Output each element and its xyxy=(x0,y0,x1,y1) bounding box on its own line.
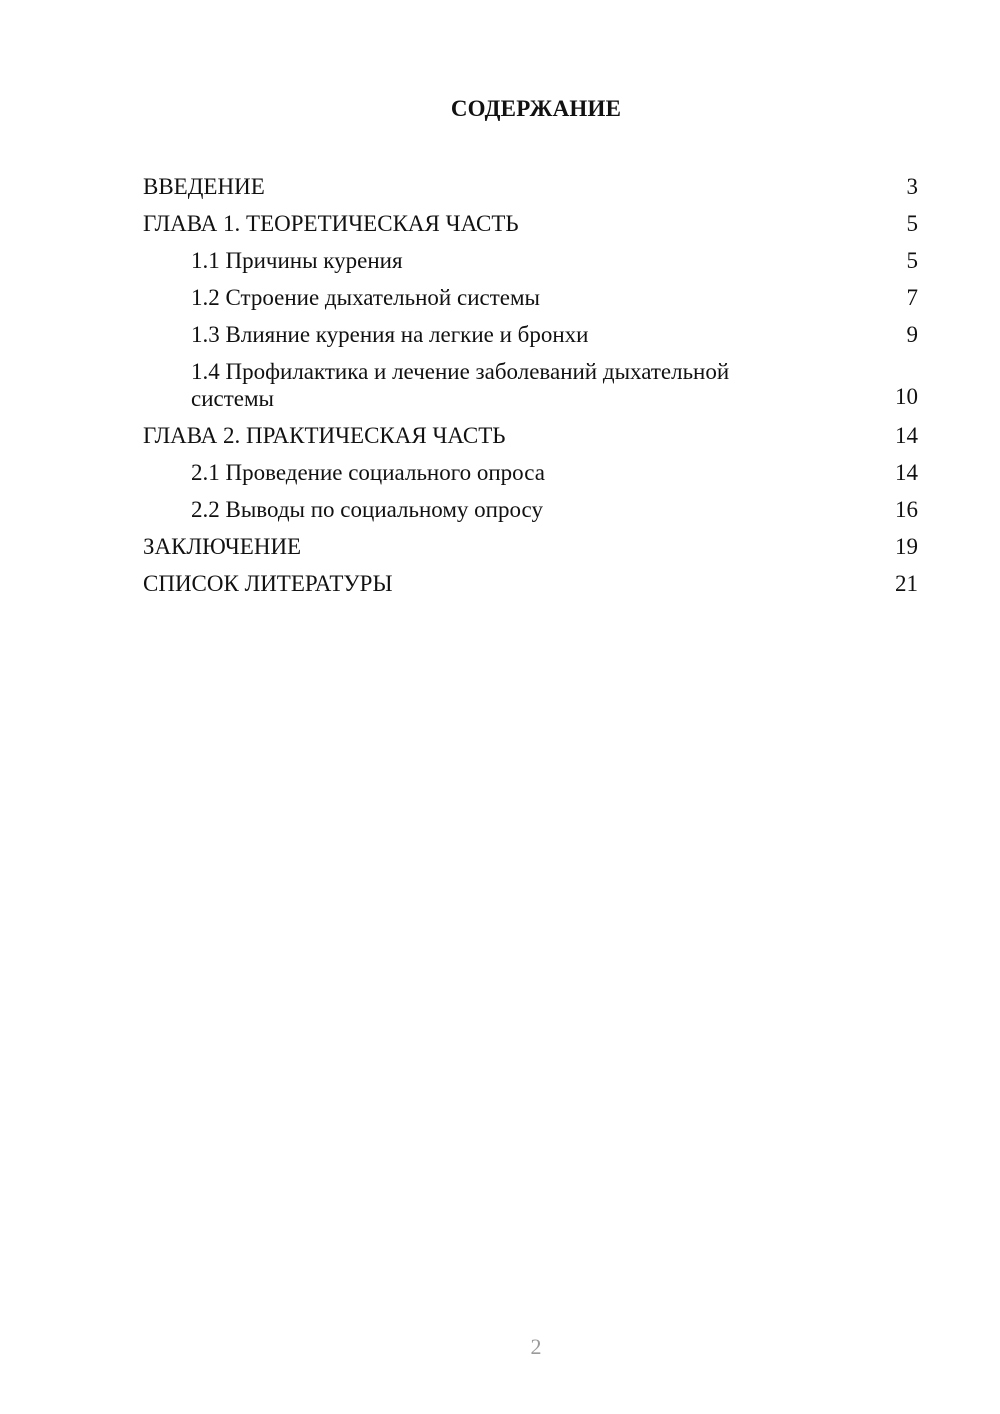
toc-entry-title: 1.2 Строение дыхательной системы xyxy=(191,285,540,310)
toc-entry-chapter-1[interactable] xyxy=(143,205,918,242)
toc-entry-page: 5 xyxy=(906,211,918,236)
toc-entry-title: ГЛАВА 2. ПРАКТИЧЕСКАЯ ЧАСТЬ xyxy=(143,423,506,448)
toc-entry-title: СПИСОК ЛИТЕРАТУРЫ xyxy=(143,571,393,596)
toc-entry-introduction[interactable] xyxy=(143,168,918,205)
toc-entry-page: 3 xyxy=(906,174,918,199)
toc-entry-title: ГЛАВА 1. ТЕОРЕТИЧЕСКАЯ ЧАСТЬ xyxy=(143,211,519,236)
toc-entry-section-1-1[interactable] xyxy=(143,242,918,279)
toc-entry-title: 1.1 Причины курения xyxy=(191,248,403,273)
toc-entry-section-1-4[interactable] xyxy=(143,353,918,417)
toc-entry-page: 16 xyxy=(895,497,918,522)
toc-entry-title: 2.2 Выводы по социальному опросу xyxy=(191,497,543,522)
toc-entry-title: 2.1 Проведение социального опроса xyxy=(191,460,545,485)
toc-entry-section-1-3[interactable] xyxy=(143,316,918,353)
toc-entry-page: 14 xyxy=(895,423,918,448)
toc-entry-chapter-2[interactable] xyxy=(143,417,918,454)
toc-entry-bibliography[interactable] xyxy=(143,565,918,602)
toc-entry-page: 10 xyxy=(895,384,918,409)
toc-entry-title: ЗАКЛЮЧЕНИЕ xyxy=(143,534,302,559)
toc-entry-page: 5 xyxy=(906,248,918,273)
toc-entry-page: 7 xyxy=(906,285,918,310)
toc-entry-page: 9 xyxy=(906,322,918,347)
page-number: 2 xyxy=(530,1334,542,1359)
toc-entry-page: 21 xyxy=(895,571,918,596)
toc-entry-page: 19 xyxy=(895,534,918,559)
toc-entry-section-2-1[interactable] xyxy=(143,454,918,491)
toc-entry-section-1-2[interactable] xyxy=(143,279,918,316)
toc-entry-conclusion[interactable] xyxy=(143,528,918,565)
toc-entry-page: 14 xyxy=(895,460,918,485)
page-title: СОДЕРЖАНИЕ xyxy=(450,96,622,121)
toc-entry-title: ВВЕДЕНИЕ xyxy=(143,174,265,199)
table-of-contents xyxy=(143,168,918,602)
toc-entry-title: 1.4 Профилактика и лечение заболеваний дыхательной системы xyxy=(191,359,730,411)
toc-entry-title: 1.3 Влияние курения на легкие и бронхи xyxy=(191,322,589,347)
toc-entry-section-2-2[interactable] xyxy=(143,491,918,528)
